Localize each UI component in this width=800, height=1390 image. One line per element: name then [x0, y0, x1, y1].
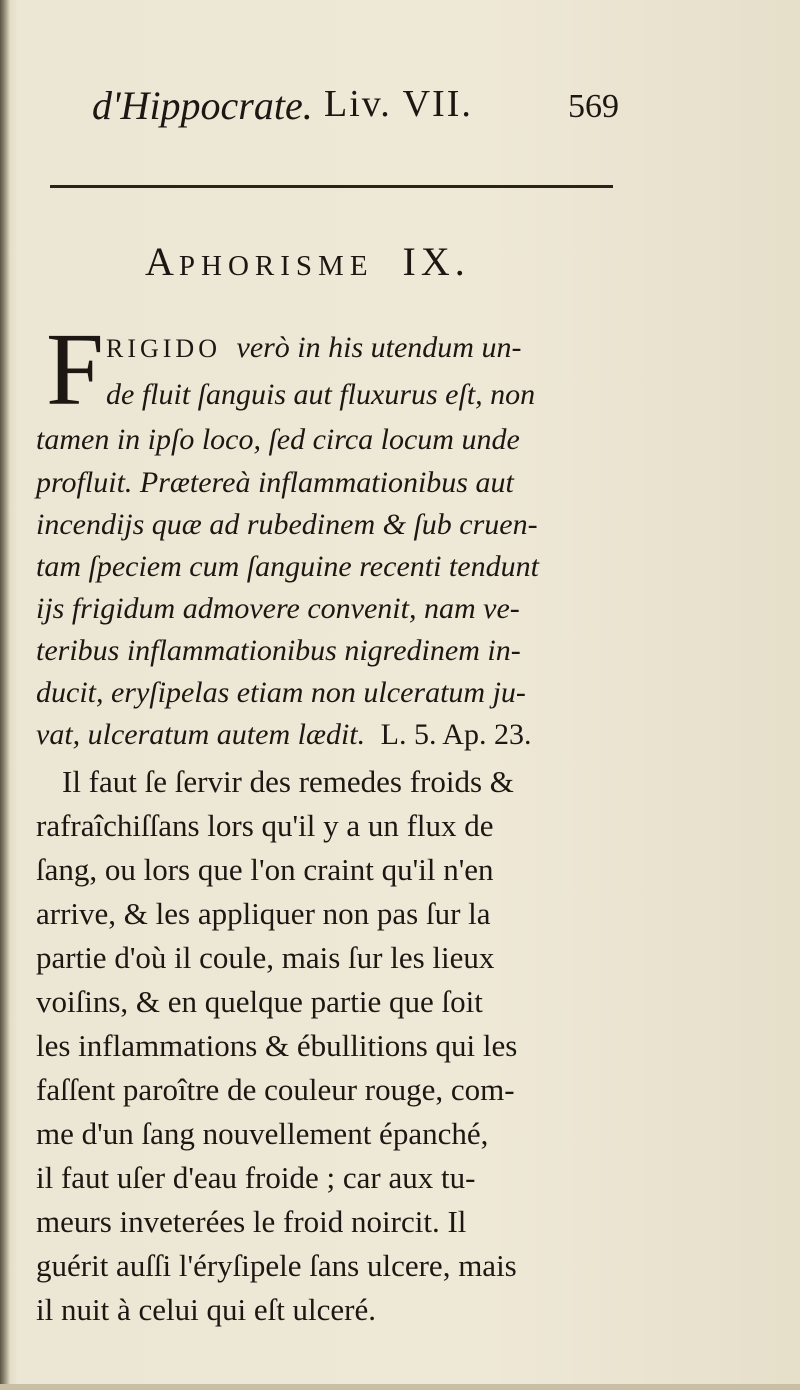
header-rule [50, 185, 613, 188]
latin-line-1 [106, 333, 521, 363]
french-line-13: il nuit à celui qui eſt ulceré. [36, 1292, 377, 1327]
latin-line-7: ijs frigidum admovere convenit, nam ve- [36, 592, 520, 625]
french-line-12: guérit auſſi l'éryſipele ſans ulcere, mais [36, 1248, 517, 1283]
running-head [92, 78, 652, 138]
latin-line-2: de fluit ſanguis aut fluxurus eſt, non [106, 378, 536, 411]
latin-line-9: ducit, eryſipelas etiam non ulceratum ju- [36, 676, 526, 709]
latin-line-5: incendijs quæ ad rubedinem & ſub cruen- [36, 508, 538, 541]
drop-cap: F [46, 312, 104, 427]
spine-shadow [0, 0, 10, 1390]
title-word: PHORISME [178, 250, 374, 282]
page-number: 569 [568, 88, 619, 125]
french-line-8: faſſent paroître de couleur rouge, com- [36, 1072, 515, 1107]
latin-line-4: profluit. Prætereà inflammationibus aut [36, 466, 514, 499]
french-line-3: ſang, ou lors que l'on craint qu'il n'en [36, 852, 494, 887]
latin-lead-in: RIGIDO [106, 334, 221, 363]
french-line-11: meurs inveterées le froid noircit. Il [36, 1204, 467, 1239]
latin-line-text: vat, ulceratum autem lædit. [36, 718, 366, 751]
french-line-9: me d'un ſang nouvellement épanché, [36, 1116, 489, 1151]
french-line-5: partie d'où il coule, mais ſur les lieux [36, 940, 495, 975]
french-line-10: il faut uſer d'eau froide ; car aux tu- [36, 1160, 476, 1195]
latin-line-8: teribus inflammationibus nigredinem in- [36, 634, 521, 667]
latin-reference: L. 5. Ap. 23. [380, 718, 532, 751]
running-head-book: Liv. VII. [324, 83, 473, 125]
latin-line-text: verò in his utendum un- [236, 331, 522, 364]
french-line-6: voiſins, & en quelque partie que ſoit [36, 984, 483, 1019]
title-initial: A [145, 239, 179, 284]
page-bottom-edge [0, 1384, 800, 1390]
french-line-1: Il faut ſe ſervir des remedes froids & [62, 764, 514, 799]
latin-line-6: tam ſpeciem cum ſanguine recenti tendunt [36, 550, 539, 583]
running-head-author: d'Hippocrate. [92, 83, 313, 128]
latin-line-10 [36, 720, 531, 750]
latin-line-3: tamen in ipſo loco, ſed circa locum unde [36, 423, 520, 456]
section-title [145, 238, 665, 285]
french-line-4: arrive, & les appliquer non pas ſur la [36, 896, 491, 931]
title-numeral: IX. [402, 239, 470, 284]
french-line-2: rafraîchiſſans lors qu'il y a un flux de [36, 808, 494, 843]
french-line-7: les inflammations & ébullitions qui les [36, 1028, 518, 1063]
